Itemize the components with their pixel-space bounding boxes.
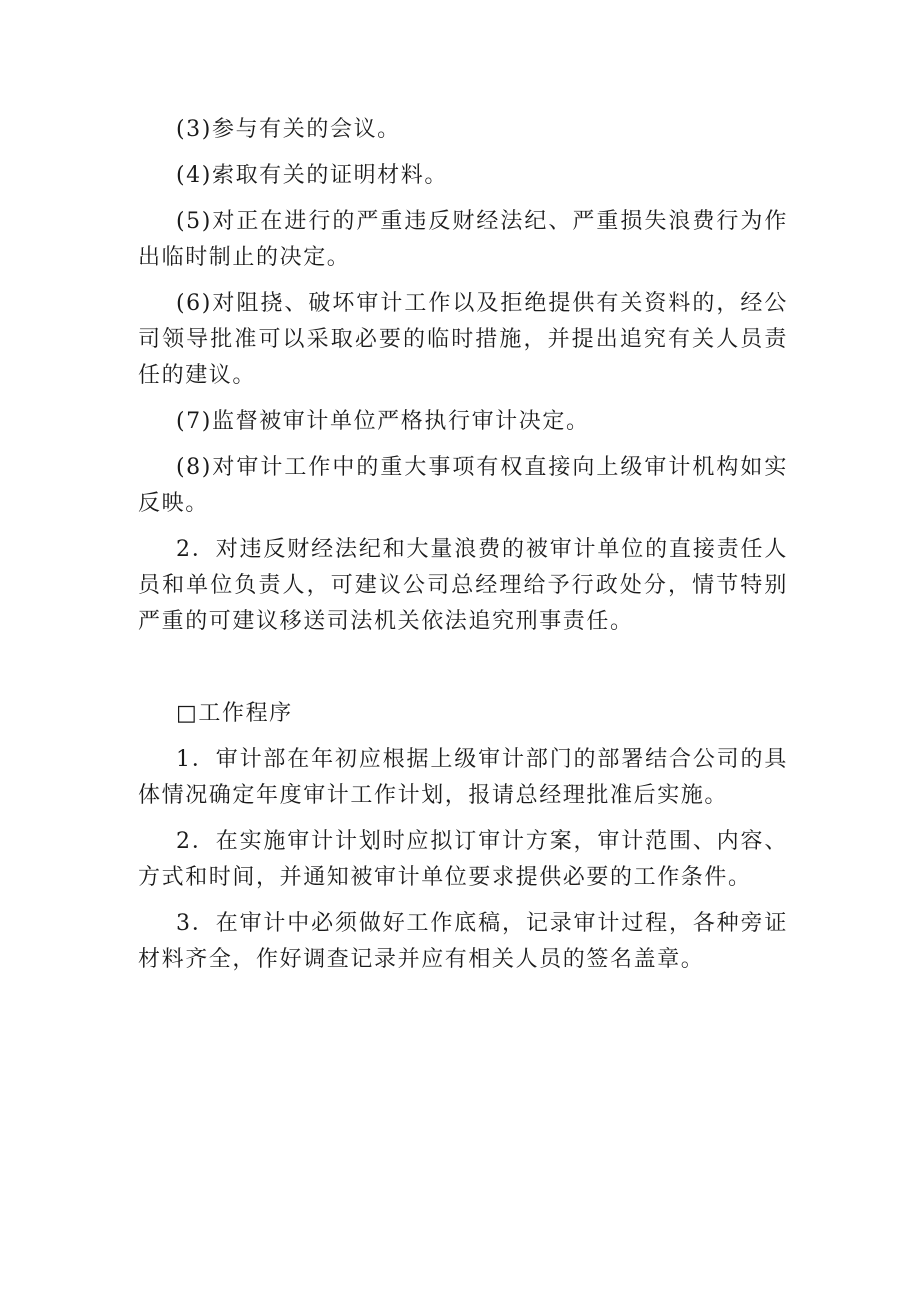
paragraph-item-5: (5)对正在进行的严重违反财经法纪、严重损失浪费行为作出临时制止的决定。 xyxy=(138,209,788,270)
paragraph-item-4: (4)索取有关的证明材料。 xyxy=(176,163,448,188)
section-spacer xyxy=(138,650,788,696)
procedure-3: 3．在审计中必须做好工作底稿，记录审计过程，各种旁证材料齐全，作好调查记录并应有相关人员的签名盖章。 xyxy=(138,911,788,972)
paragraph-point-2: 2．对违反财经法纪和大量浪费的被审计单位的直接责任人员和单位负责人，可建议公司总经理给予行政处分，情节特别严重的可建议移送司法机关依法追究刑事责任。 xyxy=(138,537,788,634)
procedure-2: 2．在实施审计计划时应拟订审计方案，审计范围、内容、方式和时间，并通知被审计单位要求提供必要的工作条件。 xyxy=(138,829,788,890)
paragraph-item-8: (8)对审计工作中的重大事项有权直接向上级审计机构如实反映。 xyxy=(138,455,788,516)
paragraph-item-7: (7)监督被审计单位严格执行审计决定。 xyxy=(176,409,590,434)
document-body xyxy=(138,112,788,988)
paragraph-item-3: (3)参与有关的会议。 xyxy=(176,117,401,142)
section-heading: □工作程序 xyxy=(176,701,293,726)
procedure-1: 1．审计部在年初应根据上级审计部门的部署结合公司的具体情况确定年度审计工作计划，报请总经理批准后实施。 xyxy=(138,747,788,808)
paragraph-item-6: (6)对阻挠、破坏审计工作以及拒绝提供有关资料的，经公司领导批准可以采取必要的临时措施，并提出追究有关人员责任的建议。 xyxy=(138,291,788,388)
